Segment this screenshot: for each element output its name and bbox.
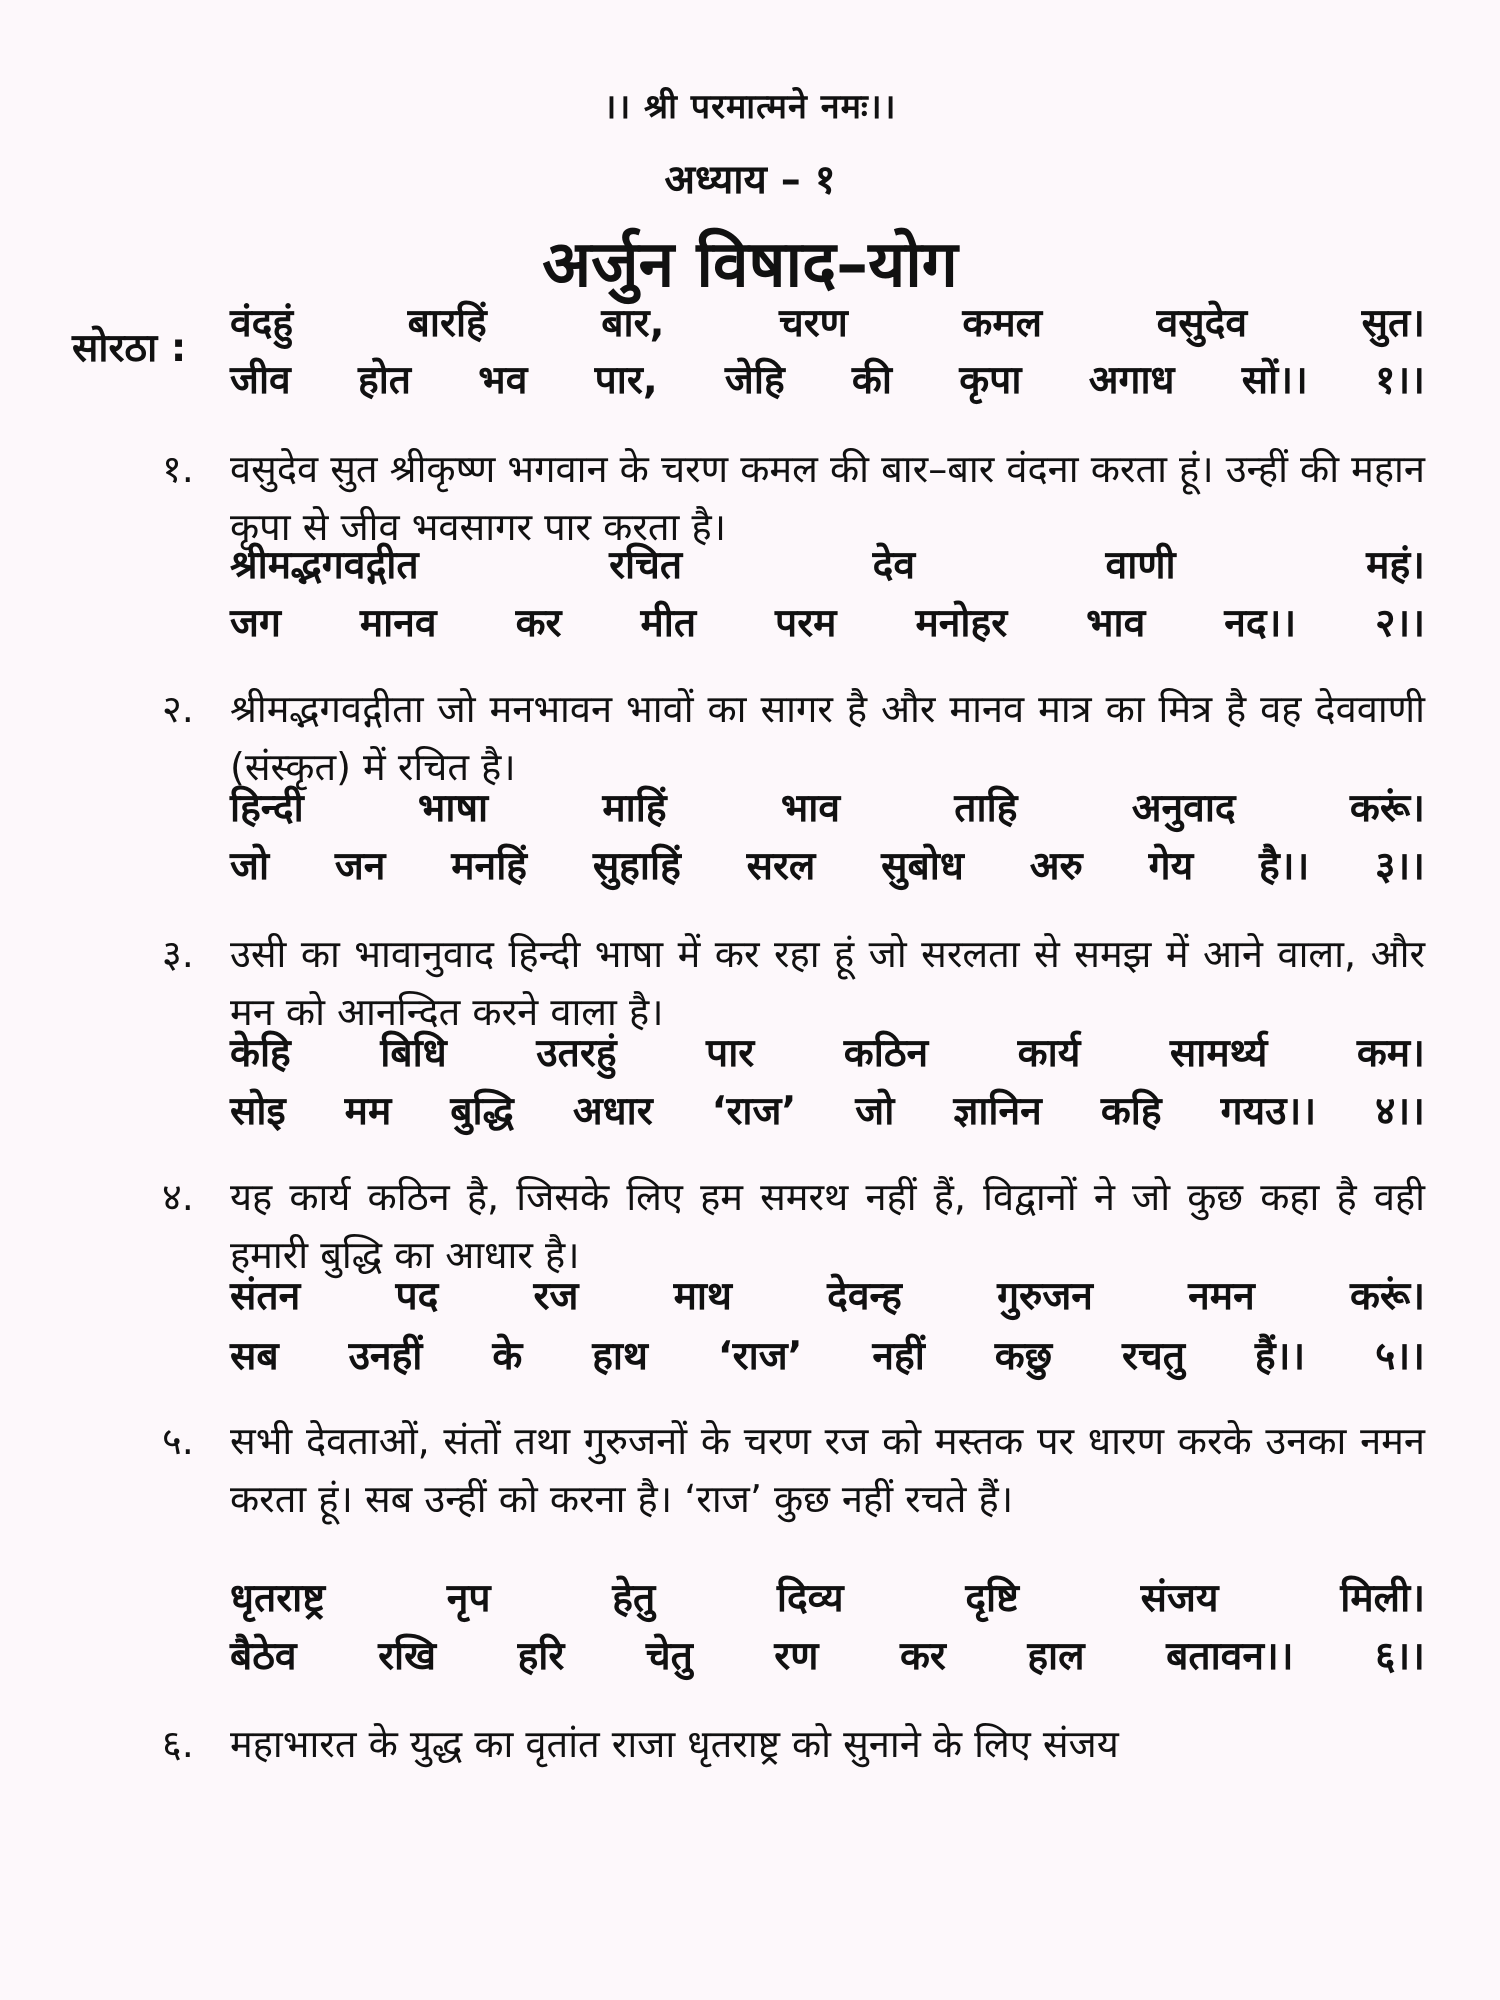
verse-word: रण [774, 1634, 819, 1679]
verse-word: दृष्टि [965, 1576, 1019, 1621]
verse-word: देव [872, 543, 916, 588]
verse-word: कठिन [843, 1031, 929, 1076]
verse-word: बैठेव [230, 1634, 297, 1679]
verse-word: ५।। [1375, 1334, 1425, 1379]
verse-3-line1 [230, 780, 1425, 833]
verse-word: परम [775, 601, 837, 646]
verse-word: मानव [359, 601, 437, 646]
verse-word: अगाध [1088, 358, 1175, 403]
verse-word: वाणी [1105, 543, 1176, 588]
verse-word: अरु [1029, 844, 1083, 889]
explanation-number: ३. [162, 932, 194, 976]
explanation-text: वसुदेव सुत श्रीकृष्ण भगवान के चरण कमल की बार–बार वंदना करता हूं। उन्हीं की महान कृपा से जीव भवसागर पार करता है। [230, 447, 1425, 549]
verse-word: चेतु [645, 1634, 693, 1679]
verse-3-line2 [230, 838, 1425, 891]
verse-word: बार, [601, 301, 665, 346]
verse-word: होत [357, 358, 412, 403]
verse-word: मनहिं [451, 844, 528, 889]
verse-word: पद [395, 1274, 439, 1319]
verse-word: कम। [1356, 1031, 1425, 1076]
explanation-text: श्रीमद्भगवद्गीता जो मनभावन भावों का सागर है और मानव मात्र का मित्र है वह देववाणी (संस्कृत) में रचित है। [230, 687, 1425, 789]
explanation-text: महाभारत के युद्ध का वृतांत राजा धृतराष्ट्र को सुनाने के लिए संजय [230, 1722, 1119, 1766]
verse-1-line2 [230, 352, 1425, 405]
verse-word: श्रीमद्भगवद्गीत [230, 543, 419, 588]
explanation-text: सभी देवताओं, संतों तथा गुरुजनों के चरण रज को मस्तक पर धारण करके उनका नमन करता हूं। सब उन्हीं को करना है। ‘राज’ कुछ नहीं रचते हैं। [230, 1419, 1425, 1521]
verse-word: जो [855, 1089, 895, 1134]
verse-word: वसुदेव [1156, 301, 1248, 346]
verse-word: माथ [673, 1274, 732, 1319]
verse-word: नहीं [872, 1334, 925, 1379]
verse-word: हाथ [592, 1334, 648, 1379]
verse-word: रचतु [1122, 1334, 1185, 1379]
verse-word: सरल [746, 844, 816, 889]
verse-2-line2 [230, 595, 1425, 648]
explanation-number: ५. [162, 1419, 194, 1463]
verse-word: मम [344, 1089, 392, 1134]
verse-word: नमन [1188, 1274, 1255, 1319]
verse-word: रज [533, 1274, 579, 1319]
verse-word: सुहाहिं [592, 844, 681, 889]
verse-6-line2 [230, 1628, 1425, 1681]
invocation-heading: ।। श्री परमात्मने नमः।। [603, 87, 897, 127]
explanation-text: उसी का भावानुवाद हिन्दी भाषा में कर रहा हूं जो सरलता से समझ में आने वाला, और मन को आनन्दित करने वाला है। [230, 932, 1425, 1034]
verse-word: जग [230, 601, 281, 646]
explanation-number: ४. [162, 1175, 194, 1219]
verse-word: जीव [230, 358, 291, 403]
verse-word: गुरुजन [997, 1274, 1093, 1319]
verse-word: बिधि [380, 1031, 447, 1076]
verse-word: हैं।। [1254, 1334, 1306, 1379]
chapter-heading: अध्याय – १ [664, 157, 836, 203]
explanation-number: २. [162, 687, 194, 731]
verse-word: ३।। [1375, 844, 1425, 889]
verse-word: बुद्धि [450, 1089, 514, 1134]
verse-word: हरि [517, 1634, 565, 1679]
verse-2-line1 [230, 537, 1425, 590]
verse-word: केहि [230, 1031, 291, 1076]
verse-word: पार, [594, 358, 658, 403]
verse-word: हिन्दी [230, 786, 304, 831]
verse-word: ताहि [954, 786, 1018, 831]
verse-word: जो [230, 844, 270, 889]
verse-word: ४।। [1375, 1089, 1425, 1134]
explanation-number: ६. [162, 1722, 194, 1766]
verse-word: भाषा [417, 786, 489, 831]
explanation-number: १. [162, 447, 194, 491]
verse-word: करूं। [1349, 786, 1425, 831]
explanation-text: यह कार्य कठिन है, जिसके लिए हम समरथ नहीं हैं, विद्वानों ने जो कुछ कहा है वही हमारी बुद्धि का आधार है। [230, 1175, 1425, 1277]
verse-word: १।। [1375, 358, 1425, 403]
verse-5-line2 [230, 1328, 1425, 1381]
verse-4-line1 [230, 1025, 1425, 1078]
verse-word: भाव [1086, 601, 1146, 646]
verse-word: अनुवाद [1131, 786, 1236, 831]
verse-word: मनोहर [915, 601, 1008, 646]
verse-word: कार्य [1017, 1031, 1081, 1076]
verse-word: सामर्थ्य [1169, 1031, 1268, 1076]
verse-word: संतन [230, 1274, 301, 1319]
verse-word: के [492, 1334, 523, 1379]
verse-word: सुबोध [881, 844, 964, 889]
verse-word: जेहि [724, 358, 785, 403]
verse-word: रखि [378, 1634, 437, 1679]
verse-word: माहिं [602, 786, 667, 831]
verse-word: उनहीं [348, 1334, 423, 1379]
verse-word: धृतराष्ट्र [230, 1576, 326, 1621]
verse-word: भाव [780, 786, 841, 831]
verse-6-line1 [230, 1570, 1425, 1623]
verse-word: चरण [778, 301, 848, 346]
verse-word: कमल [962, 301, 1043, 346]
sortha-label: सोरठा : [72, 326, 187, 371]
verse-word: ज्ञानिन [953, 1089, 1042, 1134]
verse-word: की [851, 358, 892, 403]
verse-word: भव [478, 358, 528, 403]
verse-word: रचित [609, 543, 683, 588]
verse-word: देवन्ह [827, 1274, 902, 1319]
verse-word: अधार [572, 1089, 653, 1134]
verse-word: जन [334, 844, 386, 889]
verse-word: सोइ [230, 1089, 286, 1134]
verse-5-line1 [230, 1268, 1425, 1321]
verse-word: नद।। [1224, 601, 1297, 646]
verse-word: कर [515, 601, 562, 646]
verse-word: २।। [1375, 601, 1425, 646]
verse-word: कृपा [959, 358, 1022, 403]
verse-word: ६।। [1375, 1634, 1425, 1679]
verse-word: बतावन।। [1166, 1634, 1294, 1679]
verse-4-line2 [230, 1083, 1425, 1136]
verse-word: हेतु [612, 1576, 656, 1621]
verse-word: वंदहुं [230, 301, 294, 346]
verse-word: सों।। [1241, 358, 1308, 403]
verse-word: गेय [1148, 844, 1194, 889]
verse-word: उतरहुं [536, 1031, 617, 1076]
verse-word: हाल [1027, 1634, 1085, 1679]
verse-word: गयउ।। [1220, 1089, 1317, 1134]
verse-word: बारहिं [407, 301, 487, 346]
verse-word: कछु [994, 1334, 1053, 1379]
verse-word: दिव्य [776, 1576, 844, 1621]
verse-word: है।। [1258, 844, 1310, 889]
chapter-title: अर्जुन विषाद–योग [542, 228, 958, 302]
verse-word: संजय [1140, 1576, 1219, 1621]
verse-word: नृप [446, 1576, 491, 1621]
verse-word: मीत [640, 601, 697, 646]
verse-word: मिली। [1340, 1576, 1425, 1621]
verse-word: महं। [1366, 543, 1425, 588]
verse-1-line1 [230, 295, 1425, 348]
verse-word: पार [706, 1031, 755, 1076]
verse-word: ‘राज’ [717, 1334, 803, 1379]
verse-word: सुत। [1361, 301, 1425, 346]
verse-word: करूं। [1349, 1274, 1425, 1319]
verse-word: ‘राज’ [711, 1089, 797, 1134]
verse-word: सब [230, 1334, 279, 1379]
verse-word: कहि [1100, 1089, 1162, 1134]
verse-word: कर [899, 1634, 946, 1679]
